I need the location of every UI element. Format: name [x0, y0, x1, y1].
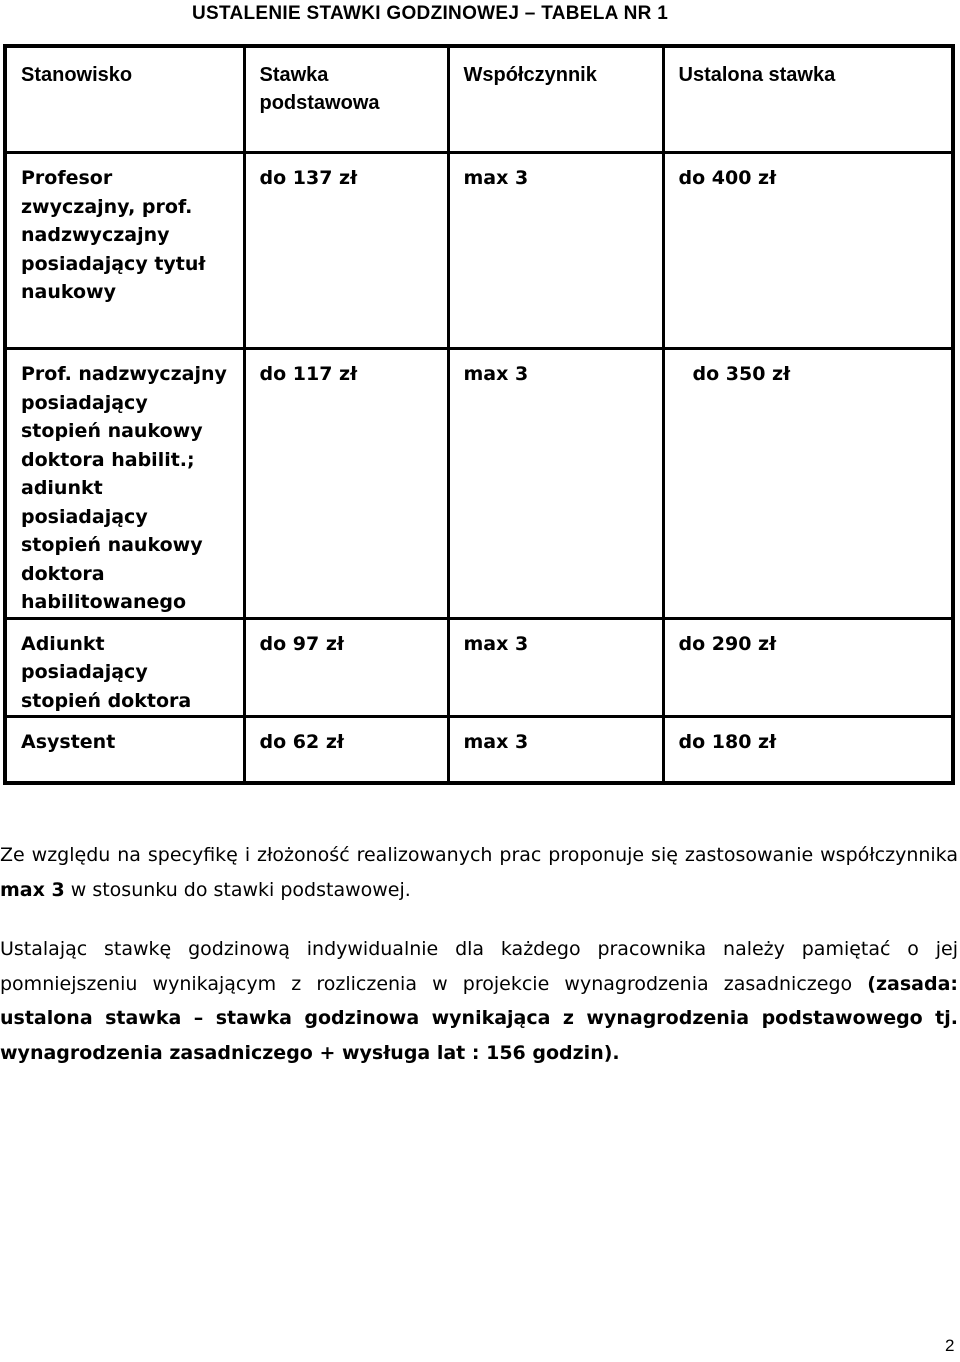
header-cell-position: Stanowisko [5, 46, 244, 153]
cell-set-rate: do 350 zł [663, 349, 953, 619]
cell-position: Prof. nadzwyczajny posiadający stopień naukowy doktora habilit.; adiunkt posiadający stopień naukowy doktora habilitowanego [5, 349, 244, 619]
paragraph-coefficient-text: Ze względu na specyfikę i złożoność realizowanych prac proponuje się zastosowanie współczynnika [0, 844, 958, 866]
cell-base-rate: do 62 zł [244, 717, 448, 783]
cell-base-rate: do 117 zł [244, 349, 448, 619]
table-row [5, 349, 953, 619]
cell-set-rate: do 180 zł [663, 717, 953, 783]
header-cell-base-rate: Stawka podstawowa [244, 46, 448, 153]
paragraph-coefficient-note [0, 838, 958, 907]
cell-position: Adiunkt posiadający stopień doktora [5, 618, 244, 717]
table-row [5, 618, 953, 717]
cell-set-rate: do 400 zł [663, 153, 953, 349]
cell-position: Asystent [5, 717, 244, 783]
paragraph-rate-rule-bold: (zasada: ustalona stawka – stawka godzinowa wynikająca z wynagrodzenia podstawowego tj. wynagrodzenia zasadniczego + wysługa lat : 156 godzin). [0, 972, 958, 1064]
table-row [5, 153, 953, 349]
table-header-row [5, 46, 953, 153]
header-cell-set-rate: Ustalona stawka [663, 46, 953, 153]
cell-coefficient: max 3 [448, 349, 663, 619]
paragraph-coefficient-tail: w stosunku do stawki podstawowej. [64, 878, 411, 901]
table-row [5, 717, 953, 783]
cell-set-rate: do 290 zł [663, 618, 953, 717]
rates-table [3, 44, 955, 785]
paragraph-coefficient-bold: max 3 [0, 878, 65, 901]
cell-position: Profesor zwyczajny, prof. nadzwyczajny posiadający tytuł naukowy [5, 153, 244, 349]
paragraph-rate-rule [0, 932, 958, 1070]
header-cell-coefficient: Współczynnik [448, 46, 663, 153]
cell-coefficient: max 3 [448, 618, 663, 717]
document-title [0, 0, 960, 28]
cell-coefficient: max 3 [448, 717, 663, 783]
cell-base-rate: do 137 zł [244, 153, 448, 349]
paragraph-rate-rule-text: Ustalając stawkę godzinową indywidualnie dla każdego pracownika należy pamiętać o jej pomniejszeniu wynikającym z rozliczenia w projekcie wynagrodzenia zasadniczego [0, 938, 958, 995]
cell-base-rate: do 97 zł [244, 618, 448, 717]
page-number: 2 [945, 1336, 955, 1355]
document-title-text: USTALENIE STAWKI GODZINOWEJ – TABELA NR 1 [192, 3, 669, 24]
cell-coefficient: max 3 [448, 153, 663, 349]
